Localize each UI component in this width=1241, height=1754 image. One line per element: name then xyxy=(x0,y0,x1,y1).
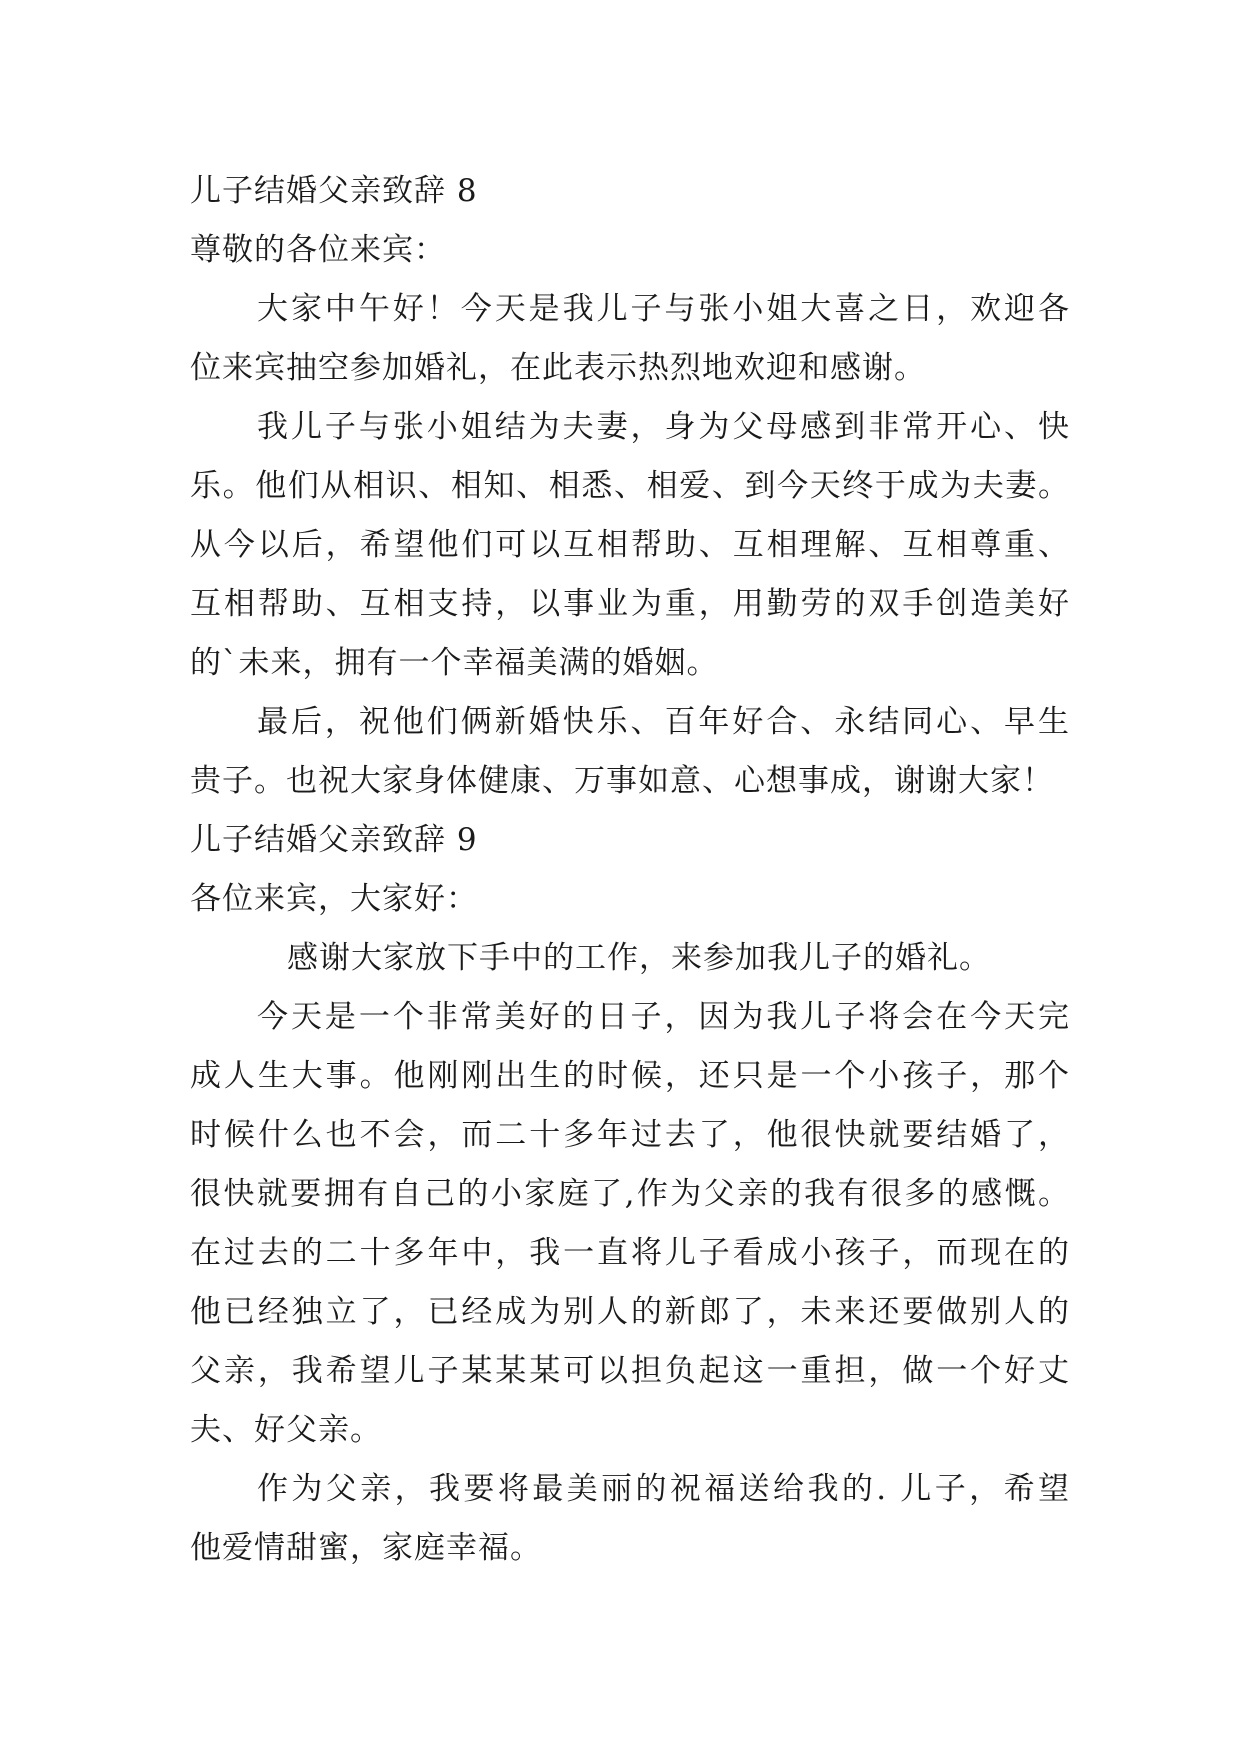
salutation: 尊敬的各位来宾： xyxy=(190,232,446,268)
paragraph-line: 父亲，我希望儿子某某某可以担负起这一重担，做一个好丈 xyxy=(190,1353,1070,1389)
paragraph-line: 他爱情甜蜜，家庭幸福。 xyxy=(190,1530,542,1566)
paragraph-line: 从今以后，希望他们可以互相帮助、互相理解、互相尊重、 xyxy=(190,527,1070,563)
document-body xyxy=(190,162,1070,1578)
paragraph-line: 贵子。也祝大家身体健康、万事如意、心想事成，谢谢大家！ xyxy=(190,763,1054,799)
paragraph-line: 作为父亲，我要将最美丽的祝福送给我的. 儿子，希望 xyxy=(257,1471,1070,1507)
paragraph-line: 的`未来，拥有一个幸福美满的婚姻。 xyxy=(190,645,719,681)
paragraph-line: 在过去的二十多年中，我一直将儿子看成小孩子，而现在的 xyxy=(190,1235,1070,1271)
paragraph-line: 他已经独立了，已经成为别人的新郎了，未来还要做别人的 xyxy=(190,1294,1070,1330)
paragraph-line: 最后，祝他们俩新婚快乐、百年好合、永结同心、早生 xyxy=(257,704,1070,740)
paragraph-line: 时候什么也不会，而二十多年过去了，他很快就要结婚了， xyxy=(190,1117,1070,1153)
paragraph-line: 位来宾抽空参加婚礼，在此表示热烈地欢迎和感谢。 xyxy=(190,350,926,386)
paragraph-line: 感谢大家放下手中的工作，来参加我儿子的婚礼。 xyxy=(287,940,991,976)
paragraph-line: 我儿子与张小姐结为夫妻，身为父母感到非常开心、快 xyxy=(257,409,1070,445)
paragraph-line: 大家中午好！今天是我儿子与张小姐大喜之日，欢迎各 xyxy=(257,291,1070,327)
paragraph-line: 今天是一个非常美好的日子，因为我儿子将会在今天完 xyxy=(257,999,1070,1035)
section-title: 儿子结婚父亲致辞 9 xyxy=(190,822,478,858)
section-title: 儿子结婚父亲致辞 8 xyxy=(190,173,478,209)
paragraph-line: 夫、好父亲。 xyxy=(190,1412,382,1448)
paragraph-line: 互相帮助、互相支持，以事业为重，用勤劳的双手创造美好 xyxy=(190,586,1070,622)
paragraph-line: 很快就要拥有自己的小家庭了,作为父亲的我有很多的感慨。 xyxy=(190,1176,1070,1212)
paragraph-line: 成人生大事。他刚刚出生的时候，还只是一个小孩子，那个 xyxy=(190,1058,1070,1094)
paragraph-line: 乐。他们从相识、相知、相悉、相爱、到今天终于成为夫妻。 xyxy=(190,468,1070,504)
salutation: 各位来宾，大家好： xyxy=(190,881,478,917)
